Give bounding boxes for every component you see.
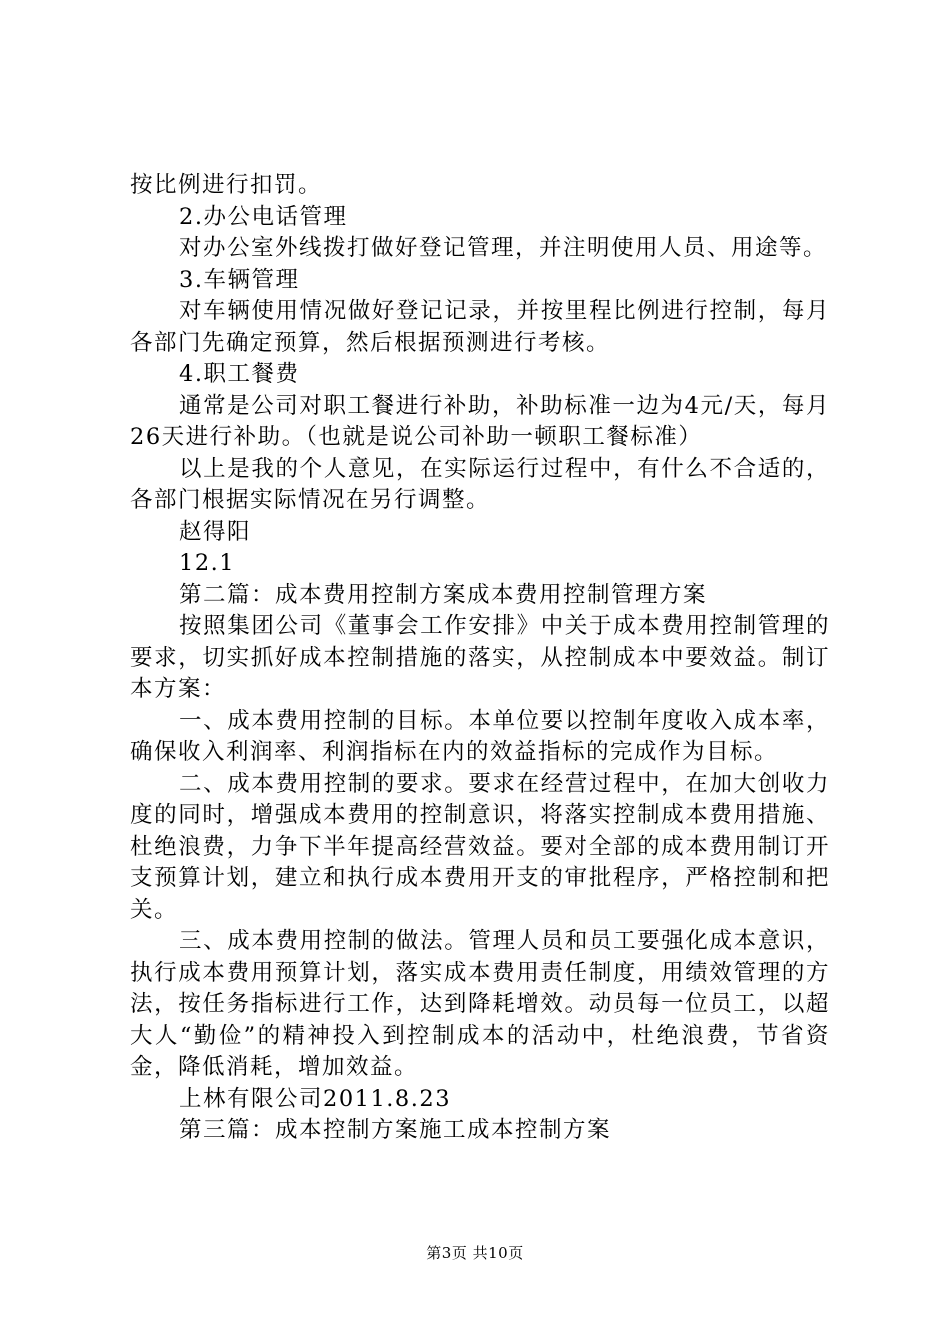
paragraph: 第三篇：成本控制方案施工成本控制方案 (179, 1117, 612, 1143)
paragraph: 3.车辆管理 (179, 266, 300, 293)
paragraph: 12.1 (179, 550, 236, 576)
paragraph: 2.办公电话管理 (179, 203, 348, 230)
paragraph: 赵得阳 (179, 518, 252, 545)
paragraph: 4.职工餐费 (179, 361, 300, 387)
paragraph: 对办公室外线拨打做好登记管理，并注明使用人员、用途等。 (179, 235, 828, 261)
paragraph: 三、成本费用控制的做法。管理人员和员工要强化成本意识，执行成本费用预算计划，落实成本费用责任制度，用绩效管理的方法，按任务指标进行工作，达到降耗增效。动员每一位员工，以超大人“勤俭”的精神投入到控制成本的活动中，杜绝浪费，节省资金，降低消耗，增加效益。 (130, 928, 830, 1080)
paragraph: 上林有限公司2011.8.23 (179, 1085, 452, 1112)
paragraph: 按照集团公司《董事会工作安排》中关于成本费用控制管理的要求，切实抓好成本控制措施的落实，从控制成本中要效益。制订本方案： (130, 613, 830, 702)
paragraph: 第二篇：成本费用控制方案成本费用控制管理方案 (179, 581, 708, 608)
paragraph: 通常是公司对职工餐进行补助，补助标准一边为4元/天，每月26天进行补助。（也就是说公司补助一顿职工餐标准） (130, 392, 830, 450)
paragraph: 对车辆使用情况做好登记记录，并按里程比例进行控制，每月各部门先确定预算，然后根据预测进行考核。 (130, 298, 830, 356)
paragraph: 一、成本费用控制的目标。本单位要以控制年度收入成本率，确保收入利润率、利润指标在内的效益指标的完成作为目标。 (130, 707, 830, 765)
page-footer: 第3页 共10页 (426, 1244, 524, 1262)
paragraph: 二、成本费用控制的要求。要求在经营过程中，在加大创收力度的同时，增强成本费用的控制意识，将落实控制成本费用措施、杜绝浪费，力争下半年提高经营效益。要对全部的成本费用制订开支预算计划，建立和执行成本费用开支的审批程序，严格控制和把关。 (130, 770, 830, 923)
paragraph: 以上是我的个人意见，在实际运行过程中，有什么不合适的，各部门根据实际情况在另行调整。 (130, 455, 830, 513)
document-body (130, 170, 830, 1147)
paragraph: 按比例进行扣罚。 (130, 172, 323, 198)
